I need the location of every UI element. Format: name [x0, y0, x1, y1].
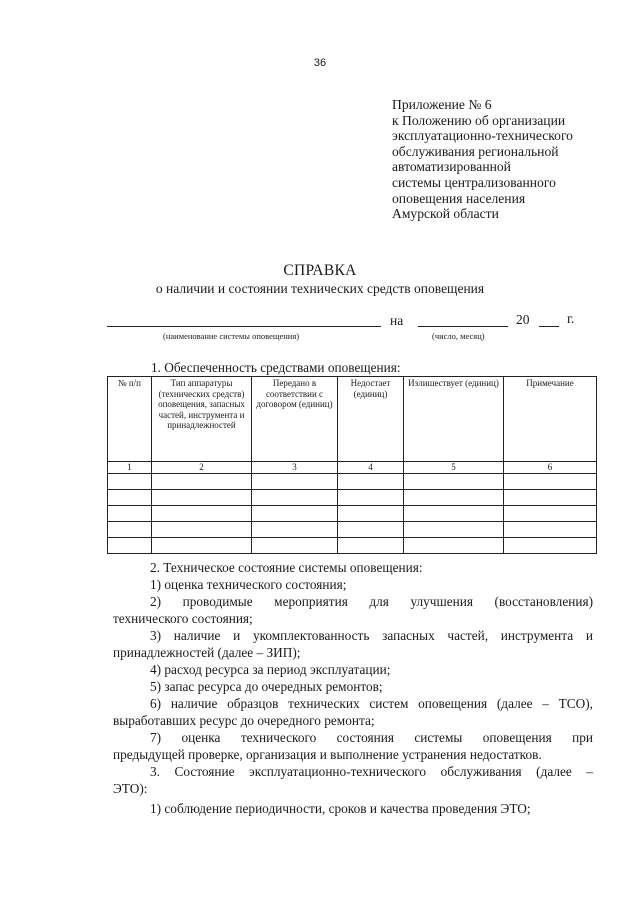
table-cell[interactable]: [338, 490, 404, 506]
equipment-table: [107, 376, 597, 554]
list-item: 4) расход ресурса за период эксплуатации;: [150, 662, 391, 677]
section-3-cont: ЭТО):: [113, 781, 148, 796]
table-row: [108, 474, 597, 490]
table-row: [108, 506, 597, 522]
table-cell[interactable]: [504, 474, 597, 490]
table-number-row: [108, 462, 597, 474]
table-header-cell: Недостает (единиц): [338, 377, 404, 462]
system-name-line[interactable]: [107, 326, 381, 327]
na-label: на: [390, 313, 404, 328]
table-number-cell: 6: [504, 462, 597, 474]
table-cell[interactable]: [338, 474, 404, 490]
table-header-row: [108, 377, 597, 462]
document-subtitle: о наличии и состоянии технических средств оповещения: [155, 281, 485, 296]
table-cell[interactable]: [108, 474, 152, 490]
table-cell[interactable]: [252, 522, 338, 538]
table-number-cell: 5: [404, 462, 504, 474]
appendix-line: автоматизированной: [392, 159, 511, 175]
system-name-caption: (наименование системы оповещения): [163, 331, 300, 341]
table-cell[interactable]: [504, 506, 597, 522]
table-cell[interactable]: [252, 538, 338, 554]
appendix-line: Приложение № 6: [392, 97, 492, 112]
table-cell[interactable]: [404, 474, 504, 490]
table-cell[interactable]: [252, 490, 338, 506]
list-item-cont: предыдущей проверке, организация и выполнение устранения недостатков.: [113, 747, 542, 762]
table-cell[interactable]: [252, 506, 338, 522]
date-caption: (число, месяц): [432, 331, 485, 341]
list-item-cont: принадлежностей (далее – ЗИП);: [113, 645, 301, 660]
table-cell[interactable]: [108, 538, 152, 554]
table-header-cell: Примечание: [504, 377, 597, 462]
table-header-cell: Излишествует (единиц): [404, 377, 504, 462]
document-title: СПРАВКА: [283, 262, 357, 279]
appendix-line: к Положению об организации: [392, 112, 566, 128]
table-cell[interactable]: [404, 522, 504, 538]
table-cell[interactable]: [152, 538, 252, 554]
section-1-title: 1. Обеспеченность средствами оповещения:: [151, 360, 401, 375]
table-cell[interactable]: [404, 490, 504, 506]
appendix-line: оповещения населения: [392, 190, 526, 206]
table-cell[interactable]: [338, 522, 404, 538]
table-number-cell: 2: [152, 462, 252, 474]
list-item: 1) соблюдение периодичности, сроков и качества проведения ЭТО;: [150, 801, 531, 816]
list-item: 3) наличие и укомплектованность запасных частей, инструмента и: [150, 628, 593, 643]
date-line[interactable]: [418, 326, 508, 327]
section-2-title: 2. Техническое состояние системы оповещения:: [150, 560, 423, 575]
list-item-cont: выработавших ресурс до очередного ремонта;: [113, 713, 375, 728]
appendix-line: системы централизованного: [392, 174, 556, 190]
table-row: [108, 490, 597, 506]
table-number-cell: 3: [252, 462, 338, 474]
list-item: 2) проводимые мероприятия для улучшения (восстановления): [150, 594, 593, 609]
table-cell[interactable]: [504, 490, 597, 506]
table-header-cell: Тип аппаратуры (технических средств) оповещения, запасных частей, инструмента и принадлежностей: [152, 377, 252, 462]
table-cell[interactable]: [152, 490, 252, 506]
appendix-header: [392, 97, 622, 222]
list-item: 6) наличие образцов технических систем оповещения (далее – ТСО),: [150, 696, 593, 711]
table-cell[interactable]: [252, 474, 338, 490]
table-cell[interactable]: [152, 474, 252, 490]
section-3-title: 3. Состояние эксплуатационно-технического обслуживания (далее –: [150, 764, 593, 779]
table-cell[interactable]: [152, 522, 252, 538]
list-item-cont: технического состояния;: [113, 611, 253, 626]
year-line[interactable]: [539, 326, 559, 327]
table-cell[interactable]: [108, 506, 152, 522]
table-cell[interactable]: [108, 490, 152, 506]
year-prefix: 20: [516, 312, 530, 327]
appendix-line: обслуживания региональной: [392, 143, 559, 159]
table-header-cell: № п/п: [108, 377, 152, 462]
table-number-cell: 1: [108, 462, 152, 474]
table-cell[interactable]: [338, 506, 404, 522]
table-number-cell: 4: [338, 462, 404, 474]
table-cell[interactable]: [108, 522, 152, 538]
appendix-line: Амурской области: [392, 206, 499, 222]
table-header-cell: Передано в соответствии с договором (единиц): [252, 377, 338, 462]
table-cell[interactable]: [338, 538, 404, 554]
list-item: 5) запас ресурса до очередных ремонтов;: [150, 679, 383, 694]
table-cell[interactable]: [504, 538, 597, 554]
page-number: 36: [313, 57, 327, 69]
table-cell[interactable]: [504, 522, 597, 538]
table-row: [108, 522, 597, 538]
list-item: 1) оценка технического состояния;: [150, 577, 347, 592]
table-cell[interactable]: [404, 538, 504, 554]
list-item: 7) оценка технического состояния системы оповещения при: [150, 730, 593, 745]
appendix-line: эксплуатационно-технического: [392, 128, 573, 144]
table-cell[interactable]: [152, 506, 252, 522]
table-row: [108, 538, 597, 554]
table-cell[interactable]: [404, 506, 504, 522]
year-suffix: г.: [567, 311, 575, 326]
